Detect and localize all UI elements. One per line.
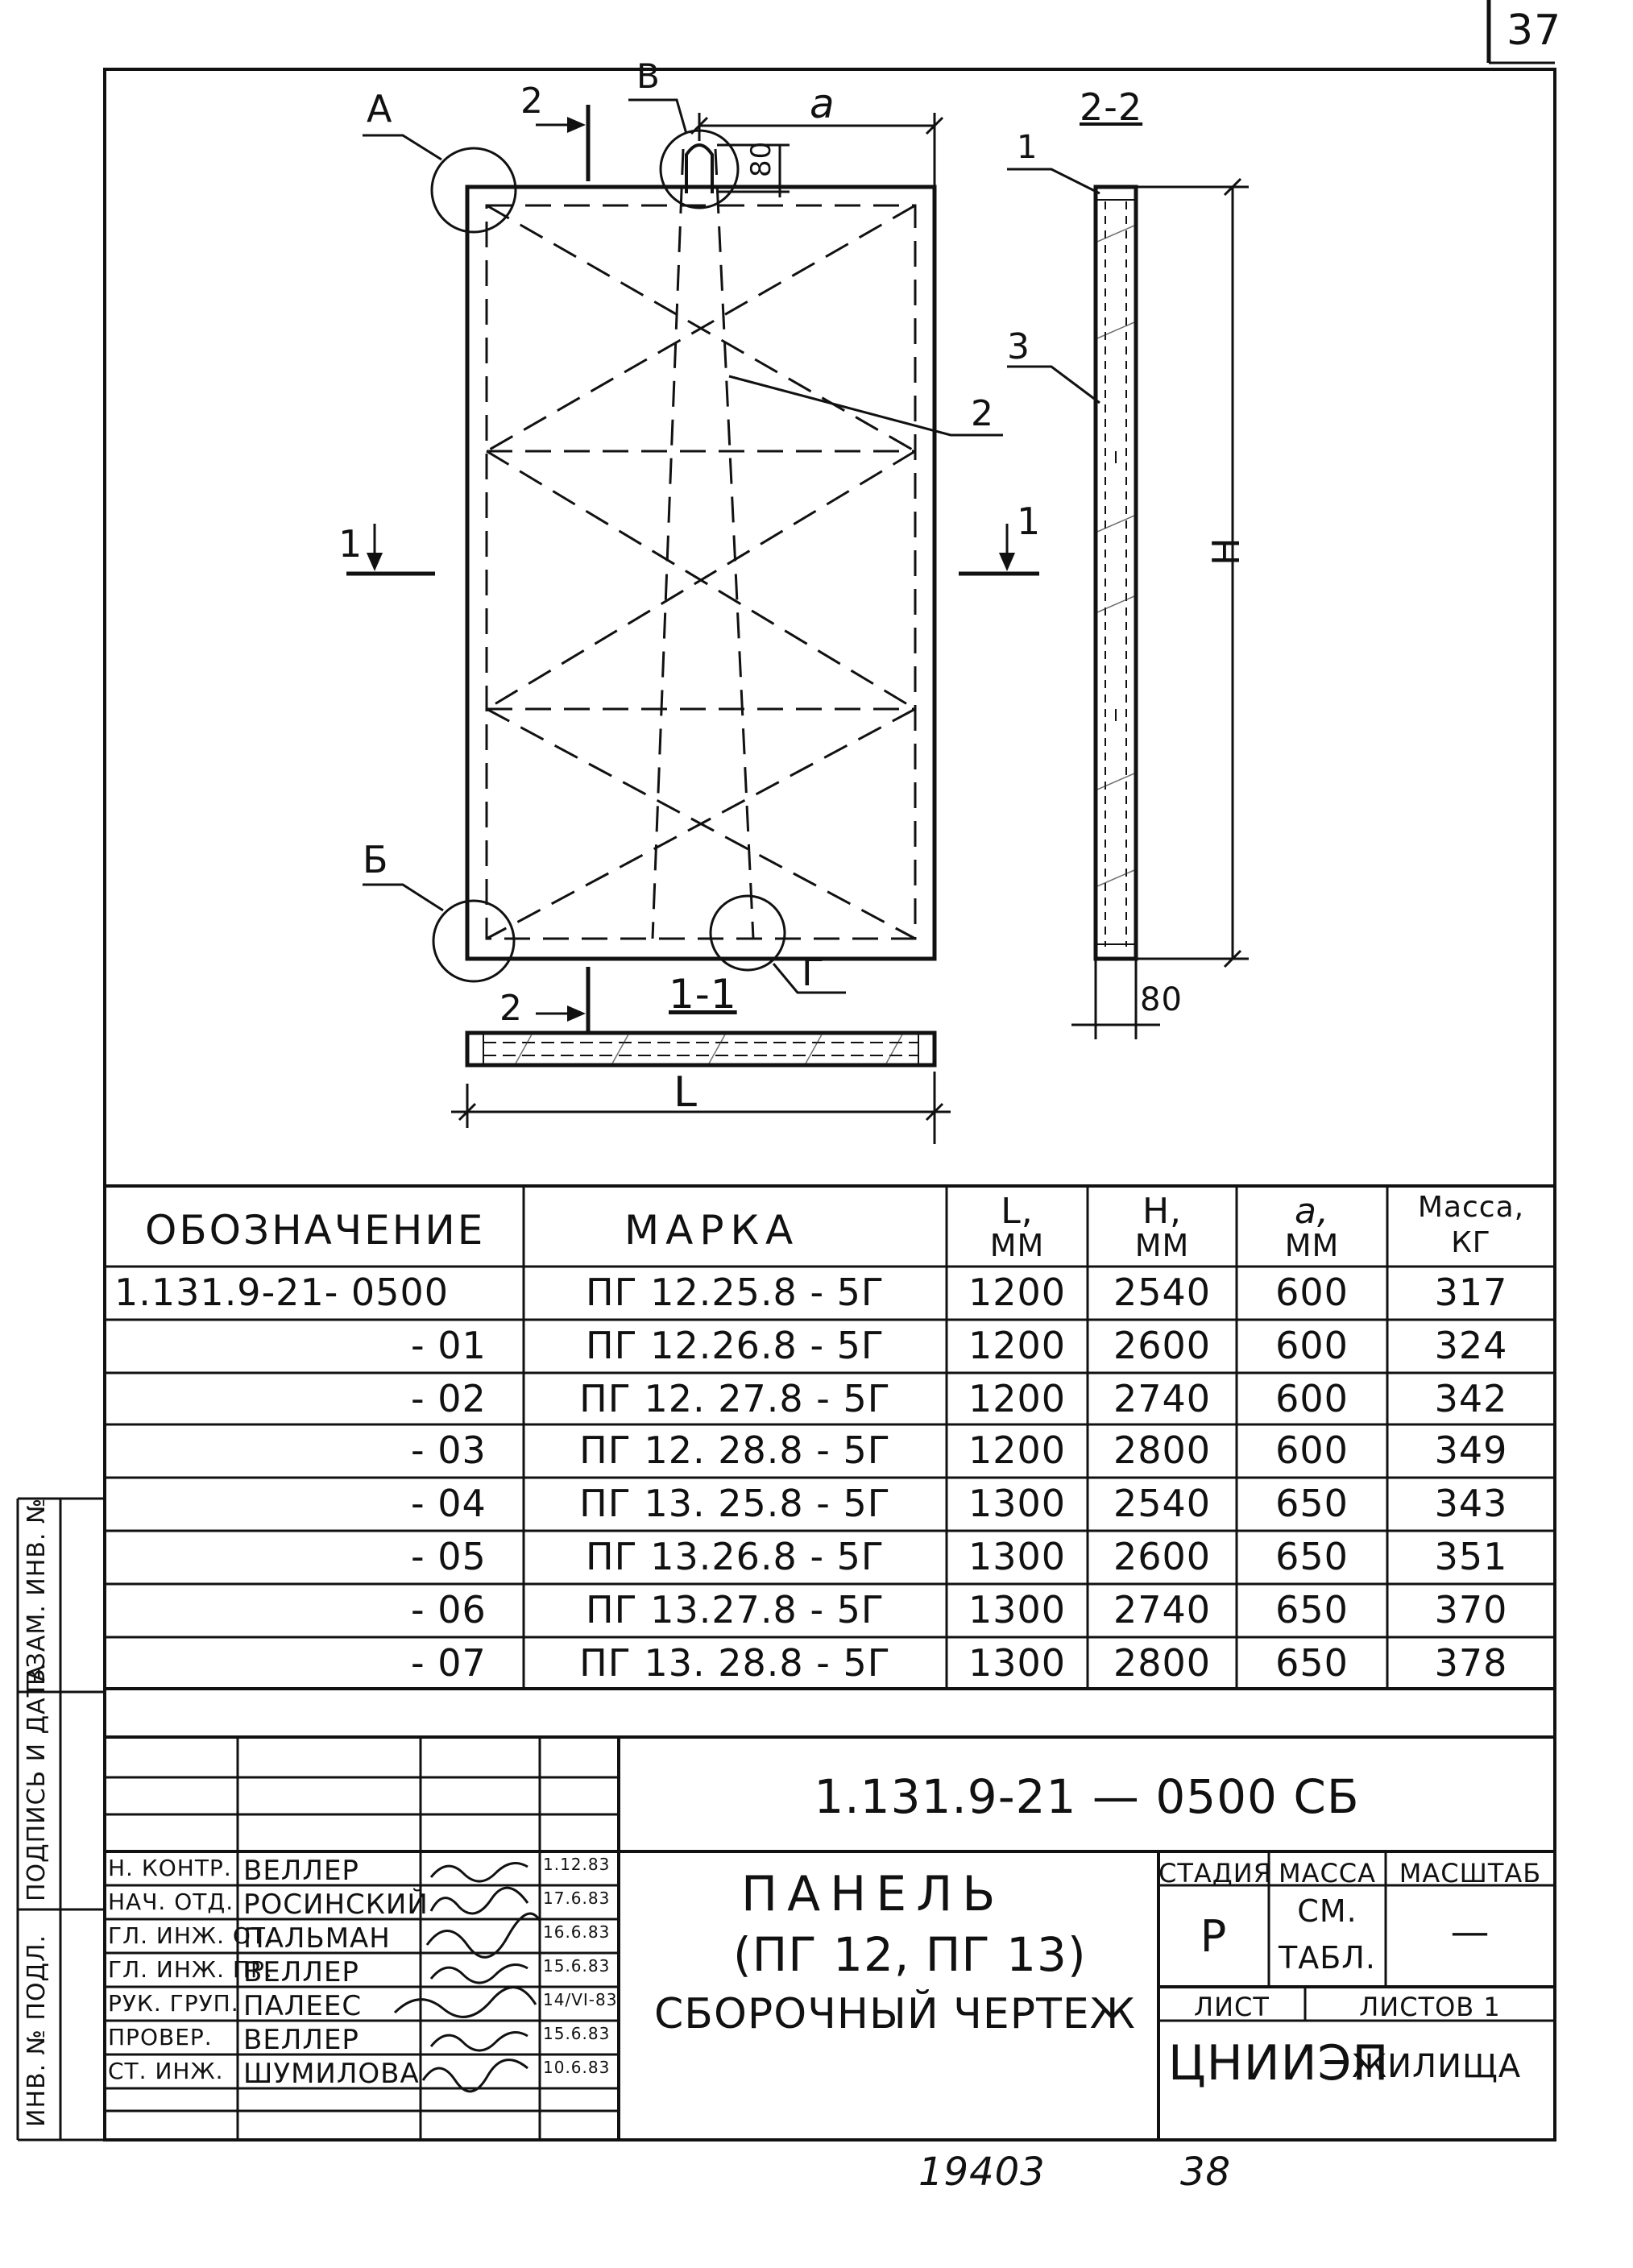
sheet-frame [105,69,1555,2140]
callout-circle-a [432,148,516,232]
side-stamp-vzam-inv: ВЗАМ. ИНВ. № [23,1497,51,1685]
table-header-designation: ОБОЗНАЧЕНИЕ [145,1207,486,1254]
callout-a-label: А [367,87,393,131]
scale-label: МАСШТАБ [1399,1858,1542,1889]
dimension-80-top-label: 80 [745,140,777,177]
table-header-l-unit: ММ [989,1228,1045,1263]
section-mark-1-left: 1 [338,522,363,566]
mass-label: МАССА [1278,1858,1377,1889]
dimension-a-label: a [810,81,835,127]
table-cell-a: 600 [1275,1271,1349,1314]
callout-b-label: Б [363,838,389,881]
sheet-label: ЛИСТ [1194,1992,1270,2022]
stage-value: Р [1200,1911,1228,1962]
mass-value-1: СМ. [1297,1893,1357,1929]
staff-role: ГЛ. ИНЖ. ОТ. [108,1922,274,1949]
position-1-label: 1 [1017,129,1038,166]
staff-name: РОСИНСКИЙ [243,1889,429,1921]
staff-date: 10.6.83 [543,2058,611,2077]
table-cell-H: 2540 [1113,1271,1212,1314]
staff-date: 15.6.83 [543,1956,611,1976]
footer-number-left: 19403 [918,2150,1046,2195]
table-cell-H: 2740 [1113,1588,1212,1632]
dimension-l-label: L [674,1068,698,1117]
table-cell-mass: 343 [1434,1482,1508,1525]
table-cell-mark: ПГ 12.26.8 - 5Г [585,1324,885,1367]
staff-date: 15.6.83 [543,2024,611,2043]
table-cell-mass: 324 [1434,1324,1508,1367]
staff-name: ПАЛЬМАН [243,1922,391,1955]
title-line-1: ПАНЕЛЬ [741,1866,1005,1922]
staff-role: РУК. ГРУП. [108,1990,239,2017]
table-header-h: H, [1142,1191,1183,1232]
mass-value-2: ТАБЛ. [1279,1940,1376,1976]
side-stamp-inv-podl: ИНВ. № ПОДЛ. [23,1934,51,2127]
table-cell-mark: ПГ 13.26.8 - 5Г [585,1535,885,1578]
dimension-80-side-label: 80 [1140,981,1183,1018]
title-line-2: (ПГ 12, ПГ 13) [733,1927,1087,1982]
table-header-mark: МАРКА [624,1207,800,1254]
staff-date: 17.6.83 [543,1889,611,1908]
table-cell-designation: 1.131.9-21- 0500 [114,1271,449,1314]
staff-name: ВЕЛЛЕР [243,1855,359,1887]
organization-suffix: ЖИЛИЩА [1352,2048,1522,2085]
reinforcement-diagonals [487,149,915,939]
staff-date: 14/VI-83 [543,1990,618,2009]
table-cell-mark: ПГ 13. 25.8 - 5Г [579,1482,891,1525]
section-1-1-title: 1-1 [669,971,737,1018]
table-header-h-unit: ММ [1134,1228,1190,1263]
staff-name: ВЕЛЛЕР [243,2024,359,2056]
staff-role: Н. КОНТР. [108,1855,232,1881]
document-code: 1.131.9-21 — 0500 СБ [814,1769,1360,1824]
staff-role: НАЧ. ОТД. [108,1889,234,1915]
staff-role: ПРОВЕР. [108,2024,213,2050]
reinforcement-frame [487,205,915,939]
sheets-count-label: ЛИСТОВ 1 [1359,1992,1501,2022]
table-cell-H: 2800 [1113,1428,1212,1472]
staff-name: ШУМИЛОВА [243,2058,420,2090]
position-2-label: 2 [971,393,994,434]
table-cell-designation: - 06 [411,1588,487,1632]
table-cell-designation: - 05 [411,1535,487,1578]
table-cell-L: 1300 [968,1535,1067,1578]
sheet-number: 37 [1507,6,1562,55]
footer-number-right: 38 [1180,2150,1232,2195]
staff-role: СТ. ИНЖ. [108,2058,224,2084]
scale-value: — [1450,1909,1490,1955]
table-cell-L: 1200 [968,1324,1067,1367]
table-cell-L: 1200 [968,1271,1067,1314]
table-cell-mark: ПГ 12. 27.8 - 5Г [579,1377,891,1420]
table-cell-L: 1300 [968,1482,1067,1525]
callout-g-label: Г [802,951,826,994]
section-2-2-body [1096,187,1136,959]
callout-circle-v [661,131,738,208]
table-cell-a: 650 [1275,1641,1349,1685]
table-cell-designation: - 07 [411,1641,487,1685]
table-cell-designation: - 01 [411,1324,487,1367]
staff-date: 1.12.83 [543,1855,611,1874]
side-stamp-podpis-data: ПОДПИСЬ И ДАТА [23,1664,51,1901]
callout-v-label: В [636,56,661,96]
table-header-a-unit: ММ [1284,1228,1340,1263]
dimension-h-label: H [1204,537,1248,566]
table-cell-mass: 317 [1434,1271,1508,1314]
panel-outline [467,187,935,959]
table-cell-mark: ПГ 13. 28.8 - 5Г [579,1641,891,1685]
table-cell-H: 2600 [1113,1324,1212,1367]
table-cell-L: 1200 [968,1428,1067,1472]
table-cell-a: 600 [1275,1377,1349,1420]
table-cell-H: 2740 [1113,1377,1212,1420]
table-cell-L: 1300 [968,1588,1067,1632]
table-cell-designation: - 04 [411,1482,487,1525]
table-header-mass: Масса, [1417,1191,1525,1224]
staff-role: ГЛ. ИНЖ. ПР. [108,1956,273,1983]
table-cell-a: 600 [1275,1428,1349,1472]
table-cell-H: 2600 [1113,1535,1212,1578]
table-cell-H: 2800 [1113,1641,1212,1685]
table-header-mass-unit: КГ [1451,1226,1491,1259]
table-cell-designation: - 02 [411,1377,487,1420]
table-header-l: L, [1001,1191,1034,1232]
table-cell-mass: 349 [1434,1428,1508,1472]
table-cell-a: 650 [1275,1535,1349,1578]
section-mark-2-bottom: 2 [499,988,523,1029]
section-2-2-title: 2-2 [1080,85,1143,129]
staff-name: ВЕЛЛЕР [243,1956,359,1988]
section-mark-2-top: 2 [520,81,544,122]
table-cell-mark: ПГ 12.25.8 - 5Г [585,1271,885,1314]
table-cell-mark: ПГ 12. 28.8 - 5Г [579,1428,891,1472]
table-cell-mark: ПГ 13.27.8 - 5Г [585,1588,885,1632]
table-cell-mass: 351 [1434,1535,1508,1578]
table-cell-mass: 342 [1434,1377,1508,1420]
position-3-label: 3 [1007,326,1030,367]
title-line-3: СБОРОЧНЫЙ ЧЕРТЕЖ [654,1990,1136,2038]
table-cell-L: 1300 [968,1641,1067,1685]
staff-date: 16.6.83 [543,1922,611,1942]
stage-label: СТАДИЯ [1158,1858,1272,1889]
table-cell-a: 600 [1275,1324,1349,1367]
table-cell-designation: - 03 [411,1428,487,1472]
table-cell-H: 2540 [1113,1482,1212,1525]
table-header-a: a, [1295,1191,1329,1232]
section-mark-1-right: 1 [1017,500,1042,543]
table-cell-mass: 370 [1434,1588,1508,1632]
section-1-1-body [467,1033,935,1065]
table-cell-L: 1200 [968,1377,1067,1420]
organization-name: ЦНИИЭП [1168,2035,1390,2092]
callout-circle-b [433,901,514,981]
staff-name: ПАЛЕЕС [243,1990,363,2022]
table-cell-mass: 378 [1434,1641,1508,1685]
table-cell-a: 650 [1275,1482,1349,1525]
table-cell-a: 650 [1275,1588,1349,1632]
